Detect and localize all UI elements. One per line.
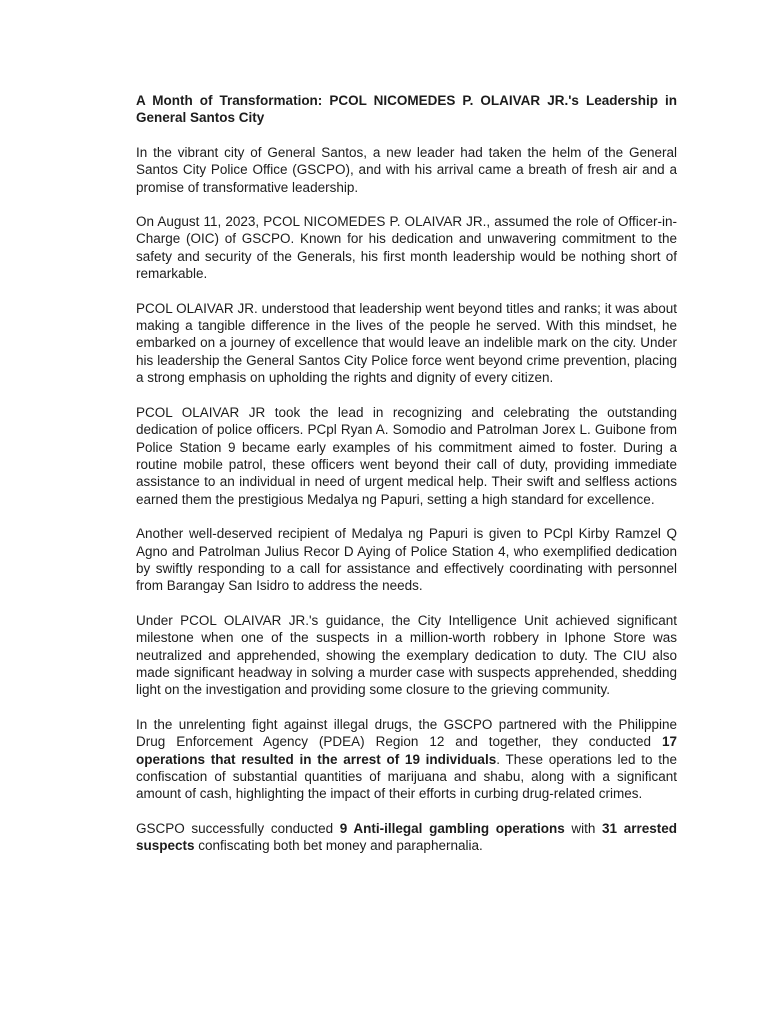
gambling-arrests-highlight: 31 arrested suspects xyxy=(136,820,677,854)
gambling-text-before: GSCPO successfully conducted xyxy=(136,820,340,836)
paragraph-assumption: On August 11, 2023, PCOL NICOMEDES P. OLAIVAR JR., assumed the role of Officer-in-Charge (OIC) of GSCPO. Known for his dedication and unwavering commitment to the safety and security of the Generals, his first month leadership would be nothing short of remarkable. xyxy=(136,214,677,282)
document-body xyxy=(136,92,677,855)
paragraph-gambling xyxy=(136,820,677,855)
paragraph-second-recipients: Another well-deserved recipient of Medalya ng Papuri is given to PCpl Kirby Ramzel Q Agno and Patrolman Julius Recor D Aying of Police Station 4, who exemplified dedication by swiftly responding to a call for assistance and effectively coordinating with personnel from Barangay San Isidro to address the needs. xyxy=(136,526,677,594)
gambling-operations-highlight: 9 Anti-illegal gambling operations xyxy=(339,820,565,836)
drugs-text-before: In the unrelenting fight against illegal drugs, the GSCPO partnered with the Philippine Drug Enforcement Agency (PDEA) Region 12 and together, they conducted xyxy=(136,716,677,750)
paragraph-intro: In the vibrant city of General Santos, a new leader had taken the helm of the General Santos City Police Office (GSCPO), and with his arrival came a breath of fresh air and a promise of transformative leadership. xyxy=(136,144,677,195)
paragraph-recognition: PCOL OLAIVAR JR took the lead in recognizing and celebrating the outstanding dedication of police officers. PCpl Ryan A. Somodio and Patrolman Jorex L. Guibone from Police Station 9 became early examples of his commitment aimed to foster. During a routine mobile patrol, these officers went beyond their call of duty, providing immediate assistance to an individual in need of urgent medical help. Their swift and selfless actions earned them the prestigious Medalya ng Papuri, setting a high standard for excellence. xyxy=(136,404,677,507)
drugs-operations-highlight: 17 operations that resulted in the arrest of 19 individuals xyxy=(136,734,677,767)
paragraph-illegal-drugs xyxy=(136,716,677,803)
gambling-text-middle: with xyxy=(564,820,603,836)
drugs-text-after: . These operations led to the confiscation of substantial quantities of marijuana and shabu, along with a significant amount of cash, highlighting the impact of their efforts in curbing drug-related crimes. xyxy=(136,751,677,802)
document-title: A Month of Transformation: PCOL NICOMEDES P. OLAIVAR JR.'s Leadership in General Santos City xyxy=(136,93,677,126)
gambling-text-after: confiscating both bet money and paraphernalia. xyxy=(194,838,483,854)
paragraph-leadership: PCOL OLAIVAR JR. understood that leadership went beyond titles and ranks; it was about making a tangible difference in the lives of the people he served. With this mindset, he embarked on a journey of excellence that would leave an indelible mark on the city. Under his leadership the General Santos City Police force went beyond crime prevention, placing a strong emphasis on upholding the rights and dignity of every citizen. xyxy=(136,300,677,386)
paragraph-intelligence-unit: Under PCOL OLAIVAR JR.'s guidance, the City Intelligence Unit achieved significant milestone when one of the suspects in a million-worth robbery in Iphone Store was neutralized and apprehended, showing the exemplary dedication to duty. The CIU also made significant headway in solving a murder case with suspects apprehended, shedding light on the investigation and providing some closure to the grieving community. xyxy=(136,612,677,698)
